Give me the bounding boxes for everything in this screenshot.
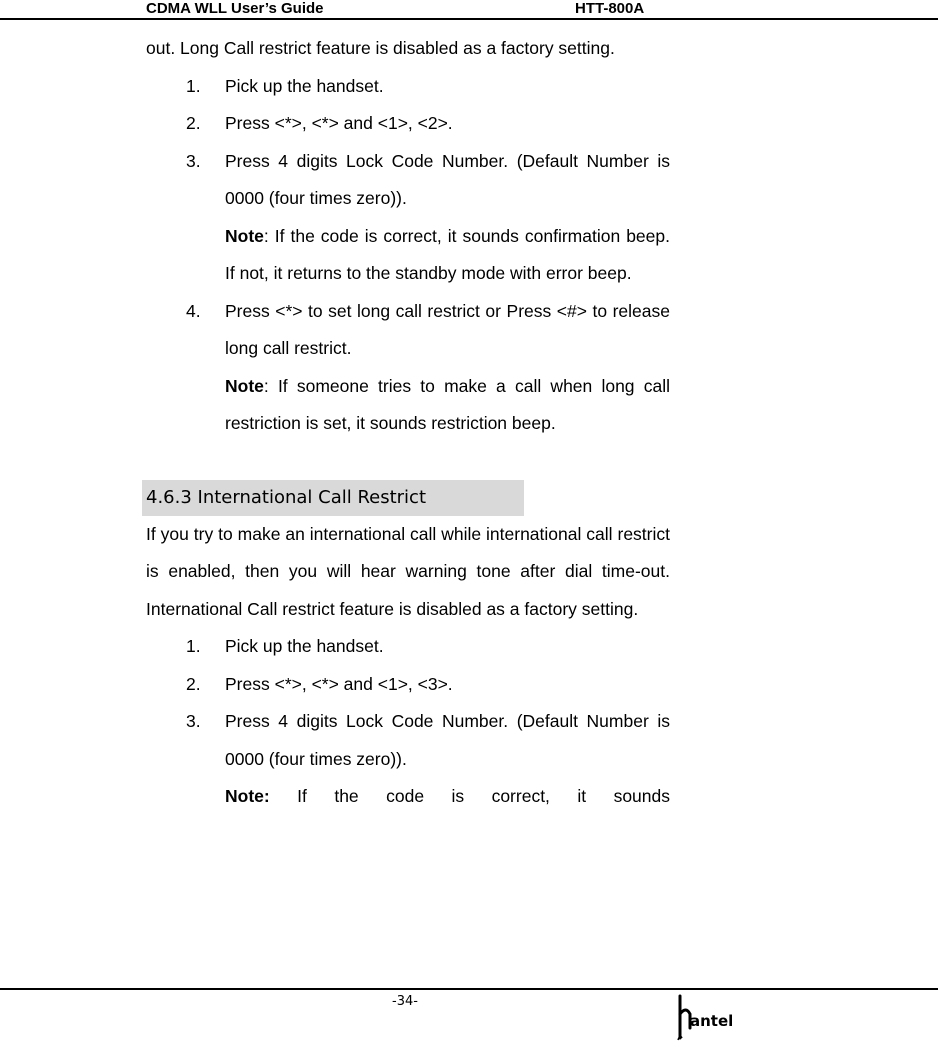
- svg-text:antel: antel: [690, 1012, 734, 1030]
- note-label: Note: [225, 375, 264, 396]
- list-item: [146, 666, 670, 704]
- note-paragraph: [146, 218, 670, 293]
- hantel-logo: [676, 994, 744, 1042]
- list-item: [146, 105, 670, 143]
- list-item: [146, 293, 670, 368]
- list-item: [146, 628, 670, 666]
- list-item: [146, 68, 670, 106]
- list-number: 3.: [186, 711, 201, 731]
- list-number: 1.: [186, 636, 201, 656]
- list-number: 1.: [186, 75, 201, 96]
- list-item: [146, 703, 670, 778]
- intro-paragraph: out. Long Call restrict feature is disabled as a factory setting.: [146, 38, 615, 58]
- list-number: 4.: [186, 300, 201, 321]
- list-number: 3.: [186, 150, 201, 171]
- section-heading: 4.6.3 International Call Restrict: [142, 480, 524, 516]
- page-number: -34-: [392, 994, 418, 1009]
- footer-rule: [0, 988, 938, 990]
- section-paragraph: If you try to make an international call while international call restrict is enabled, then you will hear warning tone after dial time-out. International Call restrict feature is disabled as a factory setting.: [146, 523, 670, 619]
- note-paragraph: [146, 368, 670, 443]
- list-number: 2.: [186, 113, 201, 133]
- note-text: : If someone tries to make a call when long call restriction is set, it sounds restriction beep.: [225, 375, 670, 433]
- list-text: Press 4 digits Lock Code Number. (Default Number is 0000 (four times zero)).: [225, 150, 670, 208]
- list-text: Press <*>, <*> and <1>, <2>.: [225, 113, 453, 133]
- spacer: [146, 443, 670, 480]
- list-item: [146, 143, 670, 218]
- list-text: Press <*>, <*> and <1>, <3>.: [225, 673, 453, 694]
- list-number: 2.: [186, 673, 201, 694]
- note-label: Note:: [225, 786, 270, 806]
- document-body: [146, 30, 670, 816]
- list-text: Press 4 digits Lock Code Number. (Default Number is 0000 (four times zero)).: [225, 711, 670, 769]
- list-text: Press <*> to set long call restrict or Press <#> to release long call restrict.: [225, 300, 670, 358]
- header-model: HTT-800A: [575, 0, 645, 17]
- header-title: CDMA WLL User’s Guide: [146, 0, 324, 17]
- note-text: : If the code is correct, it sounds confirmation beep. If not, it returns to the standby mode with error beep.: [225, 225, 670, 283]
- note-label: Note: [225, 225, 264, 246]
- note-text: If the code is correct, it sounds: [269, 786, 670, 806]
- list-text: Pick up the handset.: [225, 636, 384, 656]
- note-paragraph: [146, 778, 670, 816]
- list-text: Pick up the handset.: [225, 75, 384, 96]
- header-rule: [0, 18, 938, 20]
- page-header: [0, 0, 938, 20]
